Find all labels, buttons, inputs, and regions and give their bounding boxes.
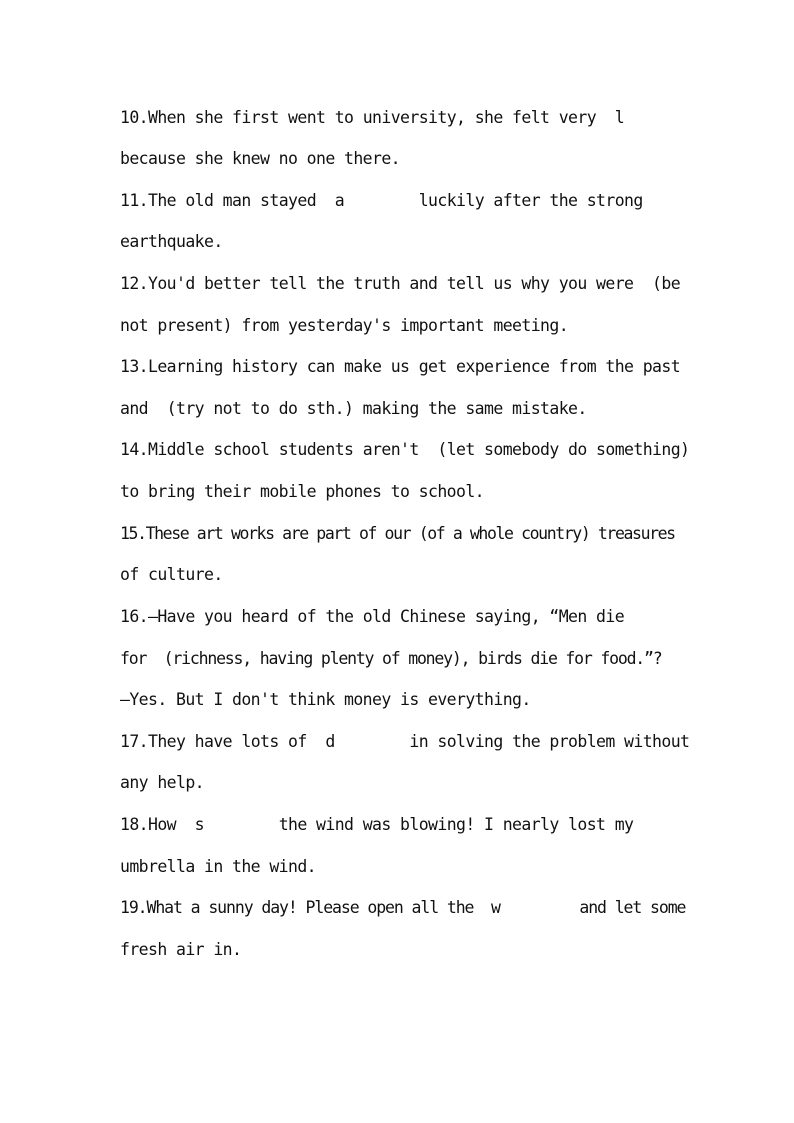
item-19-line-1 — [120, 897, 690, 919]
item-number: 14. — [120, 440, 149, 459]
item-12-line-1 — [120, 273, 690, 295]
item-number: 15. — [120, 524, 146, 543]
item-text: The old man stayed a luckily after the strong — [148, 191, 643, 210]
item-12-line-2: not present) from yesterday's important meeting. — [120, 316, 569, 335]
item-number: 16. — [120, 607, 149, 626]
item-14-line-1 — [120, 439, 690, 461]
item-16-line-3: —Yes. But I don't think money is everything. — [120, 690, 531, 709]
item-18-line-1 — [120, 814, 690, 836]
item-text: These art works are part of our (of a whole country) treasures — [145, 524, 675, 543]
item-11-line-1 — [120, 190, 690, 212]
item-17-line-1 — [120, 731, 690, 753]
item-18-line-2: umbrella in the wind. — [120, 857, 317, 876]
item-15-line-2: of culture. — [120, 565, 223, 584]
item-text: How s the wind was blowing! I nearly lost my — [148, 815, 634, 834]
item-text: They have lots of d in solving the problem without — [148, 732, 690, 751]
item-13-line-1 — [120, 356, 690, 378]
item-14-line-2: to bring their mobile phones to school. — [120, 482, 485, 501]
item-number: 11. — [120, 191, 149, 210]
item-text: —Have you heard of the old Chinese saying, “Men die — [148, 607, 625, 626]
item-15-line-1 — [120, 523, 690, 545]
item-text: What a sunny day! Please open all the w and let some — [146, 898, 686, 917]
item-17-line-2: any help. — [120, 773, 205, 792]
item-text: You'd better tell the truth and tell us why you were (be — [148, 274, 681, 293]
item-number: 18. — [120, 815, 149, 834]
item-16-line-1 — [120, 606, 690, 628]
item-16-line-2: for (richness, having plenty of money), birds die for food.”? — [120, 649, 662, 668]
item-number: 17. — [120, 732, 149, 751]
item-19-line-2: fresh air in. — [120, 940, 242, 959]
item-13-line-2: and (try not to do sth.) making the same mistake. — [120, 399, 587, 418]
item-10-line-2: because she knew no one there. — [120, 149, 401, 168]
item-11-line-2: earthquake. — [120, 232, 223, 251]
item-text: Learning history can make us get experience from the past — [148, 357, 681, 376]
item-10-line-1 — [120, 107, 690, 129]
item-number: 13. — [120, 357, 149, 376]
item-number: 12. — [120, 274, 149, 293]
item-number: 19. — [120, 898, 147, 917]
item-number: 10. — [120, 108, 149, 127]
item-text: Middle school students aren't (let somebody do something) — [148, 440, 690, 459]
item-text: When she first went to university, she felt very l — [148, 108, 625, 127]
